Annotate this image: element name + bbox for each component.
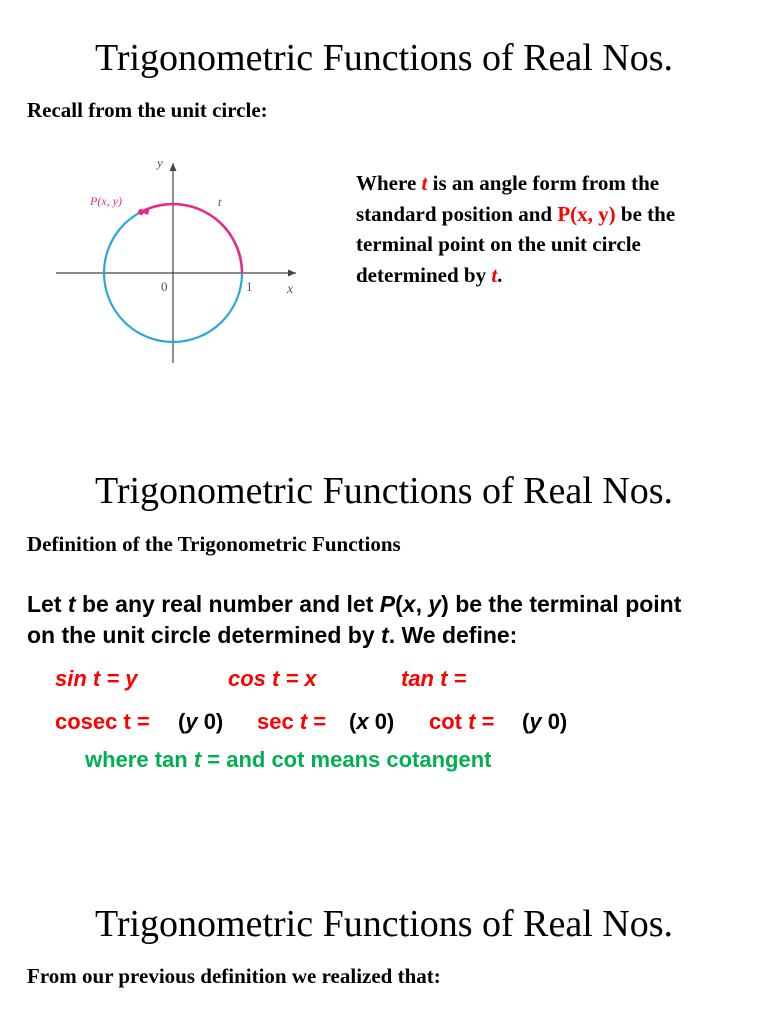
- section3-title: Trigonometric Functions of Real Nos.: [94, 903, 674, 945]
- cot-definition: cot t =: [429, 709, 495, 734]
- section2-subtitle: Definition of the Trigonometric Functions: [27, 532, 401, 556]
- x-label: x: [287, 282, 294, 297]
- x-axis-arrow-icon: [288, 270, 296, 277]
- y-label: y: [157, 155, 163, 170]
- unit-circle-figure: [50, 145, 310, 365]
- definition-intro: Let t be any real number and let P(x, y) be the terminal point on the unit circle determined by t. We define:: [27, 591, 682, 648]
- sec-definition: sec t =: [257, 709, 327, 734]
- y-axis-arrow-icon: [170, 163, 177, 171]
- section1-subtitle: Recall from the unit circle:: [27, 98, 268, 122]
- section1-title: Trigonometric Functions of Real Nos.: [94, 37, 674, 79]
- section3-subtitle: From our previous definition we realized that:: [27, 964, 441, 988]
- desc-line-1: Where t is an angle form from the: [356, 171, 660, 195]
- cot-condition: (y 0): [522, 709, 568, 734]
- desc-line-3: terminal point on the unit circle: [356, 232, 641, 256]
- sec-condition: (x 0): [349, 709, 395, 734]
- tan-note: where tan t = and cot means cotangent: [85, 747, 492, 772]
- origin-label: 0: [161, 279, 168, 294]
- desc-line-4: determined by t.: [356, 262, 503, 287]
- point-p: [138, 209, 144, 215]
- arc-t-label: t: [218, 195, 222, 209]
- section2-title: Trigonometric Functions of Real Nos.: [94, 470, 674, 512]
- cosec-condition: (y 0): [178, 709, 224, 734]
- desc-line-2: standard position and P(x, y) be the: [356, 201, 676, 226]
- sin-definition: sin t = y: [55, 666, 138, 691]
- cosec-definition: cosec t =: [55, 709, 150, 734]
- cos-definition: cos t = x: [228, 666, 317, 691]
- tan-definition: tan t =: [401, 666, 467, 691]
- unit-circle-description: [356, 168, 756, 290]
- arc-t: [141, 204, 242, 273]
- point-p-label: P(x, y): [90, 194, 122, 208]
- one-label: 1: [246, 279, 253, 294]
